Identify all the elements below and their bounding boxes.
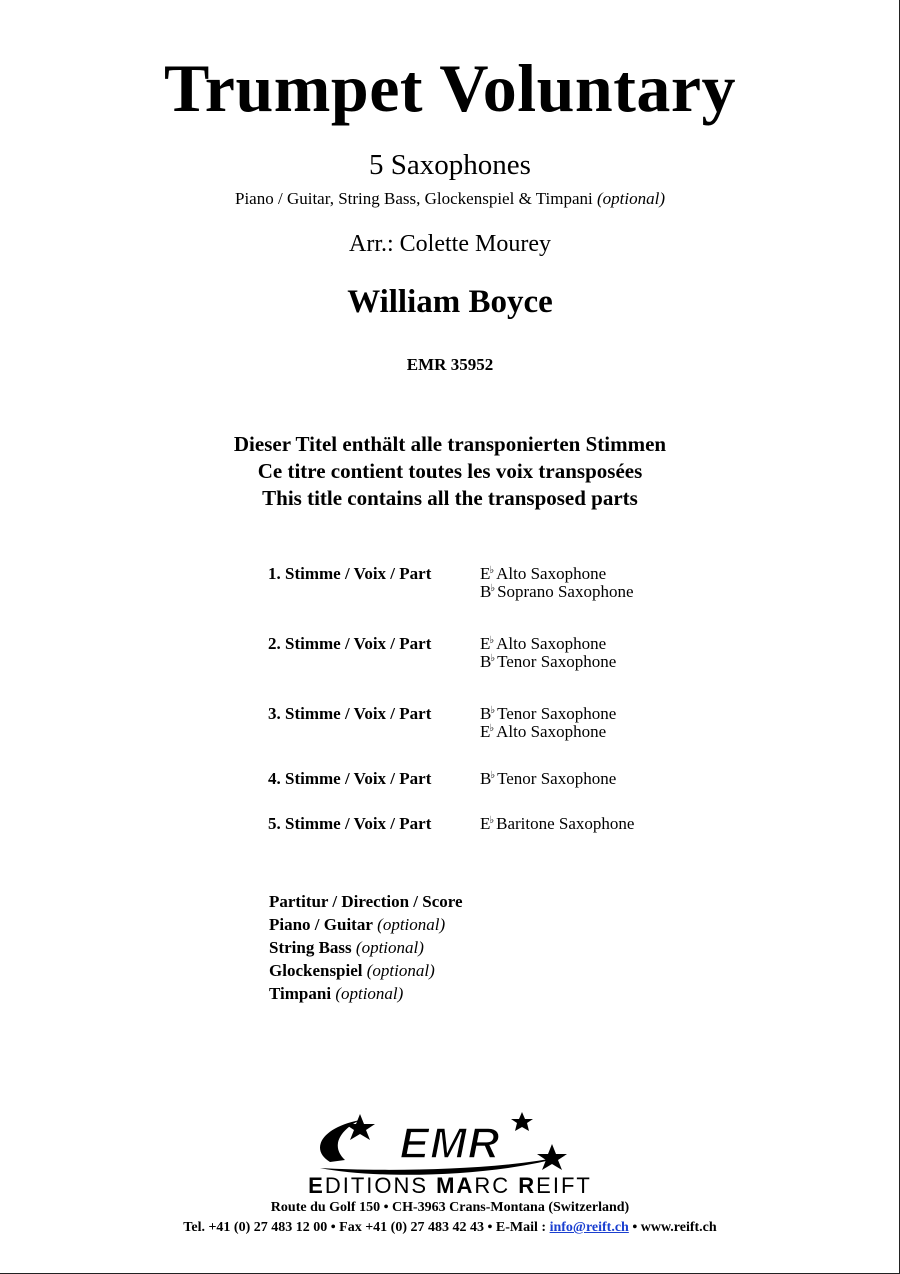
instrumentation-text: Piano / Guitar, String Bass, Glockenspiel & Timpani	[235, 189, 593, 208]
info-line-de: Dieser Titel enthält alle transponierten Stimmen	[233, 432, 667, 456]
flat-symbol: ♭	[489, 565, 495, 576]
email-link[interactable]: info@reift.ch	[549, 1220, 629, 1235]
instrumentation-line	[0, 188, 900, 210]
logo-text: EMR	[399, 1119, 501, 1168]
list-item: Piano / Guitar (optional)	[269, 915, 446, 934]
flat-symbol: ♭	[490, 705, 496, 716]
part-instrument: B♭ Soprano Saxophone	[480, 582, 634, 601]
list-item: Partitur / Direction / Score	[269, 892, 463, 911]
part-row	[268, 815, 728, 845]
part-label: 1. Stimme / Voix / Part	[268, 564, 432, 583]
page-title: Trumpet Voluntary	[163, 50, 737, 126]
subtitle: 5 Saxophones	[369, 149, 531, 181]
part-label: 3. Stimme / Voix / Part	[268, 704, 432, 723]
part-instrument: E♭ Alto Saxophone	[480, 634, 607, 653]
part-instrument: E♭ Alto Saxophone	[480, 722, 607, 741]
list-item: Timpani (optional)	[269, 984, 404, 1003]
part-instrument: E♭ Baritone Saxophone	[480, 814, 635, 833]
flat-symbol: ♭	[490, 653, 496, 664]
part-row	[268, 705, 728, 770]
part-label: 5. Stimme / Voix / Part	[268, 814, 432, 833]
publisher-name: EDITIONS MARC REIFT	[308, 1173, 592, 1198]
part-instruments	[480, 770, 616, 788]
info-line-en: This title contains all the transposed parts	[262, 486, 638, 510]
parts-list	[268, 565, 728, 845]
extra-parts-list	[269, 890, 463, 1005]
contact-website: • www.reift.ch	[628, 1220, 717, 1235]
part-row	[268, 770, 728, 815]
part-instrument: B♭ Tenor Saxophone	[480, 652, 617, 671]
transposed-parts-info	[0, 431, 900, 512]
part-instruments	[480, 565, 634, 601]
part-instruments	[480, 815, 634, 833]
instrumentation-optional: (optional)	[597, 189, 665, 208]
part-row	[268, 635, 728, 705]
part-instrument: B♭ Tenor Saxophone	[480, 769, 617, 788]
list-item: Glockenspiel (optional)	[269, 961, 435, 980]
part-label: 2. Stimme / Voix / Part	[268, 634, 432, 653]
catalog-number: EMR 35952	[406, 355, 494, 374]
part-instruments	[480, 635, 616, 671]
part-row	[268, 565, 728, 635]
list-item: String Bass (optional)	[269, 938, 424, 957]
contact-phone-fax: Tel. +41 (0) 27 483 12 00 • Fax +41 (0) 27 483 42 43 • E-Mail :	[183, 1220, 550, 1235]
part-instrument: E♭ Alto Saxophone	[480, 564, 607, 583]
arranger: Arr.: Colette Mourey	[349, 231, 551, 257]
part-label: 4. Stimme / Voix / Part	[268, 769, 432, 788]
flat-symbol: ♭	[489, 635, 495, 646]
emr-logo	[300, 1110, 600, 1180]
composer: William Boyce	[347, 284, 553, 320]
part-instrument: B♭ Tenor Saxophone	[480, 704, 617, 723]
flat-symbol: ♭	[490, 770, 496, 781]
flat-symbol: ♭	[489, 723, 495, 734]
part-instruments	[480, 705, 616, 741]
publisher-address: Route du Golf 150 • CH-3963 Crans-Montana (Switzerland)	[270, 1200, 630, 1215]
info-line-fr: Ce titre contient toutes les voix transposées	[257, 459, 643, 483]
flat-symbol: ♭	[489, 815, 495, 826]
flat-symbol: ♭	[490, 583, 496, 594]
publisher-contact	[0, 1219, 900, 1237]
